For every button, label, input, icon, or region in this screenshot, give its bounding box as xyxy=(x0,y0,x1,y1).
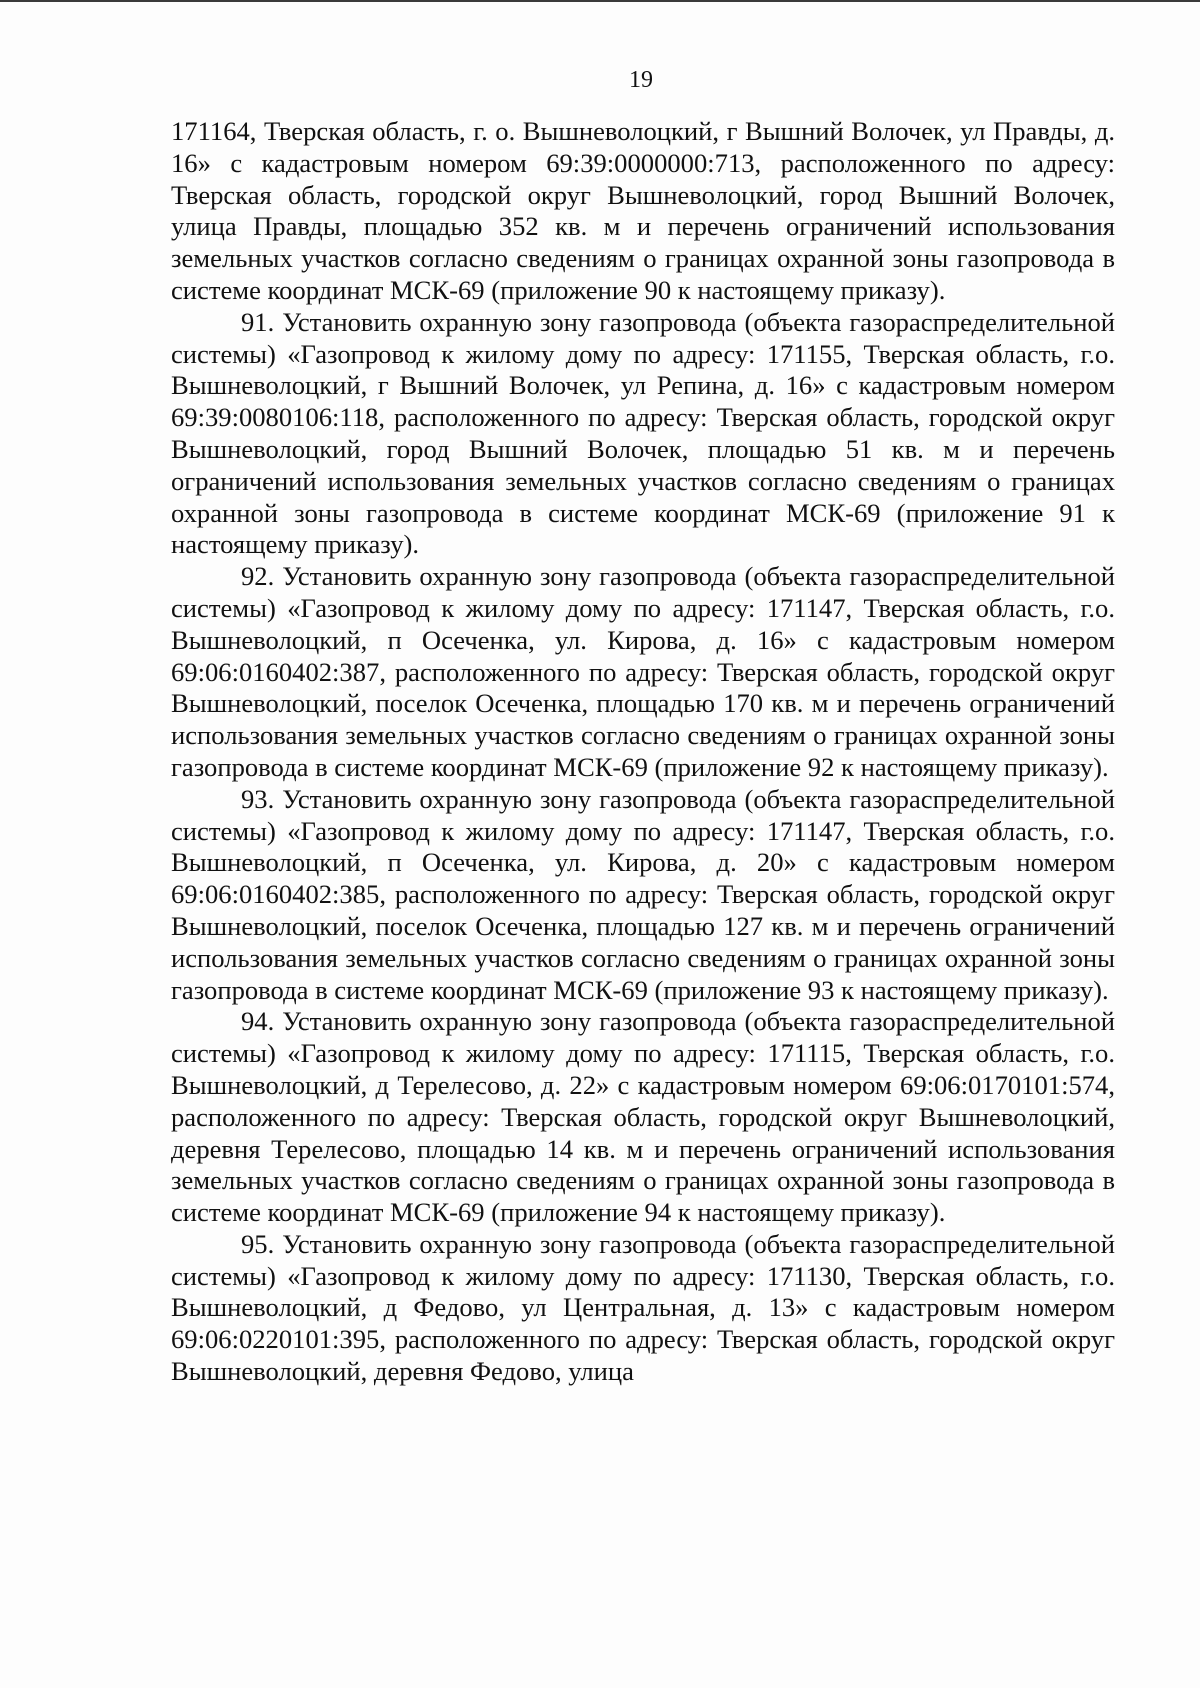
paragraph-item-91: 91. Установить охранную зону газопровода (объекта газораспределительной системы) «Газопровод к жилому дому по адресу: 171155, Тверская область, г.о. Вышневолоцкий, г Вышний Волочек, ул Репина, д. 16» с кадастровым номером 69:39:0080106:118, расположенного по адресу: Тверская область, городской округ Вышневолоцкий, город Вышний Волочек, площадью 51 кв. м и перечень ограничений использования земельных участков согласно сведениям о границах охранной зоны газопровода в системе координат МСК-69 (приложение 91 к настоящему приказу). xyxy=(171,306,1115,560)
document-body xyxy=(171,116,1115,1388)
paragraph-item-95: 95. Установить охранную зону газопровода (объекта газораспределительной системы) «Газопровод к жилому дому по адресу: 171130, Тверская область, г.о. Вышневолоцкий, д Федово, ул Центральная, д. 13» с кадастровым номером 69:06:0220101:395, расположенного по адресу: Тверская область, городской округ Вышневолоцкий, деревня Федово, улица xyxy=(171,1228,1115,1387)
paragraph-item-93: 93. Установить охранную зону газопровода (объекта газораспределительной системы) «Газопровод к жилому дому по адресу: 171147, Тверская область, г.о. Вышневолоцкий, п Осеченка, ул. Кирова, д. 20» с кадастровым номером 69:06:0160402:385, расположенного по адресу: Тверская область, городской округ Вышневолоцкий, поселок Осеченка, площадью 127 кв. м и перечень ограничений использования земельных участков согласно сведениям о границах охранной зоны газопровода в системе координат МСК-69 (приложение 93 к настоящему приказу). xyxy=(171,783,1115,1005)
paragraph-item-92: 92. Установить охранную зону газопровода (объекта газораспределительной системы) «Газопровод к жилому дому по адресу: 171147, Тверская область, г.о. Вышневолоцкий, п Осеченка, ул. Кирова, д. 16» с кадастровым номером 69:06:0160402:387, расположенного по адресу: Тверская область, городской округ Вышневолоцкий, поселок Осеченка, площадью 170 кв. м и перечень ограничений использования земельных участков согласно сведениям о границах охранной зоны газопровода в системе координат МСК-69 (приложение 92 к настоящему приказу). xyxy=(171,561,1115,782)
scan-top-edge xyxy=(0,0,1200,2)
page-number: 19 xyxy=(629,67,653,93)
paragraph-item-94: 94. Установить охранную зону газопровода (объекта газораспределительной системы) «Газопровод к жилому дому по адресу: 171115, Тверская область, г.о. Вышневолоцкий, д Терелесово, д. 22» с кадастровым номером 69:06:0170101:574, расположенного по адресу: Тверская область, городской округ Вышневолоцкий, деревня Терелесово, площадью 14 кв. м и перечень ограничений использования земельных участков согласно сведениям о границах охранной зоны газопровода в системе координат МСК-69 (приложение 94 к настоящему приказу). xyxy=(171,1006,1115,1228)
paragraph-continuation-90: 171164, Тверская область, г. о. Вышневолоцкий, г Вышний Волочек, ул Правды, д. 16» с кадастровым номером 69:39:0000000:713, расположенного по адресу: Тверская область, городской округ Вышневолоцкий, город Вышний Волочек, улица Правды, площадью 352 кв. м и перечень ограничений использования земельных участков согласно сведениям о границах охранной зоны газопровода в системе координат МСК-69 (приложение 90 к настоящему приказу). xyxy=(171,116,1115,305)
